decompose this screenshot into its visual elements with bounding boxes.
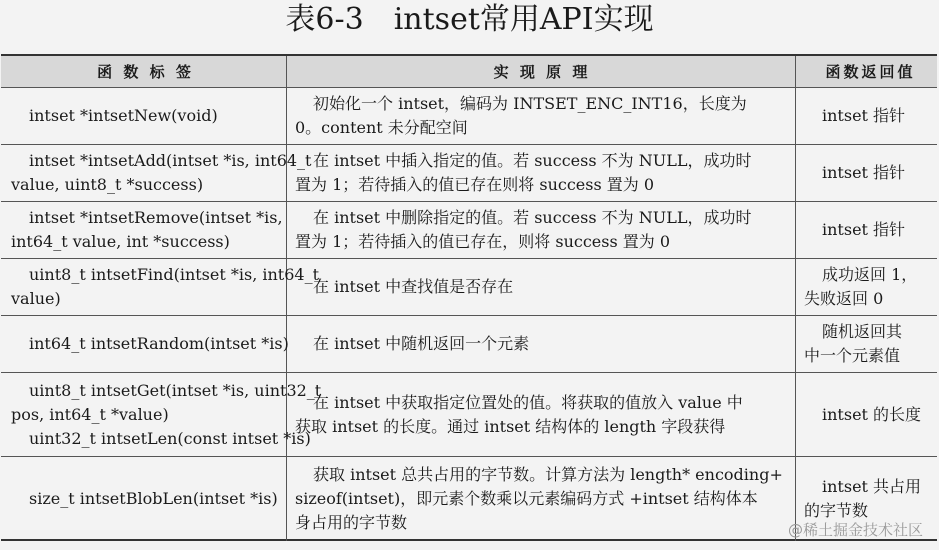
- function-signature-cell: [1, 88, 287, 144]
- return-value-line: intset 指针: [822, 106, 906, 125]
- function-signature-line: int64_t intsetRandom(intset *is): [29, 334, 289, 353]
- implementation-line: 置为 1；若待插入的值已存在则将 success 置为 0: [295, 175, 655, 194]
- table-row: [1, 316, 937, 373]
- implementation-line: 在 intset 中随机返回一个元素: [313, 334, 530, 353]
- implementation-cell: [287, 145, 796, 201]
- implementation-cell: [287, 259, 796, 315]
- implementation-line: 在 intset 中插入指定的值。若 success 不为 NULL，成功时: [313, 151, 752, 170]
- function-signature-line: value): [11, 289, 61, 308]
- implementation-cell: [287, 316, 796, 372]
- header-function-signature: 函 数 标 签: [1, 56, 287, 87]
- implementation-cell: [287, 373, 796, 456]
- return-value-line: 随机返回其: [822, 322, 903, 341]
- return-value-cell: [796, 373, 937, 456]
- function-signature-cell: [1, 457, 287, 541]
- header-return-value: 函数返回值: [825, 62, 916, 81]
- implementation-line: 0。content 未分配空间: [295, 118, 468, 137]
- function-signature-cell: [1, 316, 287, 372]
- function-signature-cell: [1, 259, 320, 315]
- function-signature-cell: [1, 202, 287, 258]
- table-row: [1, 145, 937, 202]
- function-signature-line: uint8_t intsetGet(intset *is, uint32_t: [29, 380, 322, 400]
- implementation-line: 在 intset 中删除指定的值。若 success 不为 NULL，成功时: [313, 208, 752, 227]
- table-header-row: [1, 56, 937, 88]
- return-value-cell: [796, 202, 937, 258]
- watermark: @稀土掘金技术社区: [787, 521, 923, 539]
- function-signature-line: pos, int64_t *value): [11, 404, 169, 424]
- function-signature-line: uint32_t intsetLen(const intset *is): [29, 428, 311, 448]
- return-value-line: 成功返回 1，: [822, 265, 918, 284]
- implementation-line: 置为 1；若待插入的值已存在，则将 success 置为 0: [295, 232, 671, 251]
- return-value-line: intset 共占用: [822, 477, 922, 496]
- return-value-line: 的字节数: [804, 501, 869, 520]
- implementation-cell: [287, 88, 796, 144]
- header-implementation: 实 现 原 理: [287, 56, 796, 87]
- api-table: [1, 54, 937, 541]
- return-value-line: intset 指针: [822, 220, 906, 239]
- return-value-cell: [796, 145, 937, 201]
- return-value-line: intset 指针: [822, 163, 906, 182]
- function-signature-line: int64_t value, int *success): [11, 232, 230, 251]
- function-signature-line: intset *intsetNew(void): [29, 106, 218, 125]
- return-value-line: intset 的长度: [822, 404, 922, 424]
- return-value-cell: [796, 88, 937, 144]
- implementation-line: 获取 intset 的长度。通过 intset 结构体的 length 字段获得: [295, 416, 726, 436]
- return-value-line: 失败返回 0: [804, 289, 884, 308]
- function-signature-line: intset *intsetRemove(intset *is,: [29, 208, 283, 227]
- implementation-cell: [287, 202, 796, 258]
- function-signature-cell: [1, 373, 322, 456]
- implementation-cell: [287, 457, 796, 541]
- implementation-line: 初始化一个 intset，编码为 INTSET_ENC_INT16，长度为: [313, 94, 747, 113]
- table-row: [1, 202, 937, 259]
- implementation-line: 在 intset 中查找值是否存在: [313, 277, 514, 296]
- function-signature-line: intset *intsetAdd(intset *is, int64_t: [29, 151, 312, 170]
- implementation-line: sizeof(intset)，即元素个数乘以元素编码方式 +intset 结构体本: [295, 489, 758, 508]
- table-title: 表6-3 intset常用API实现: [285, 2, 654, 37]
- table-row: [1, 259, 937, 316]
- function-signature-line: size_t intsetBlobLen(intset *is): [29, 489, 278, 508]
- table-row: [1, 88, 937, 145]
- implementation-line: 获取 intset 总共占用的字节数。计算方法为 length* encoding+: [313, 465, 783, 484]
- function-signature-line: uint8_t intsetFind(intset *is, int64_t: [29, 265, 320, 284]
- function-signature-cell: [1, 145, 312, 201]
- return-value-cell: [796, 259, 937, 315]
- return-value-line: 中一个元素值: [804, 346, 901, 365]
- implementation-line: 身占用的字节数: [295, 513, 408, 532]
- return-value-cell: [796, 316, 937, 372]
- function-signature-line: value, uint8_t *success): [11, 175, 204, 194]
- implementation-line: 在 intset 中获取指定位置处的值。将获取的值放入 value 中: [313, 392, 743, 412]
- table-row: [1, 373, 937, 457]
